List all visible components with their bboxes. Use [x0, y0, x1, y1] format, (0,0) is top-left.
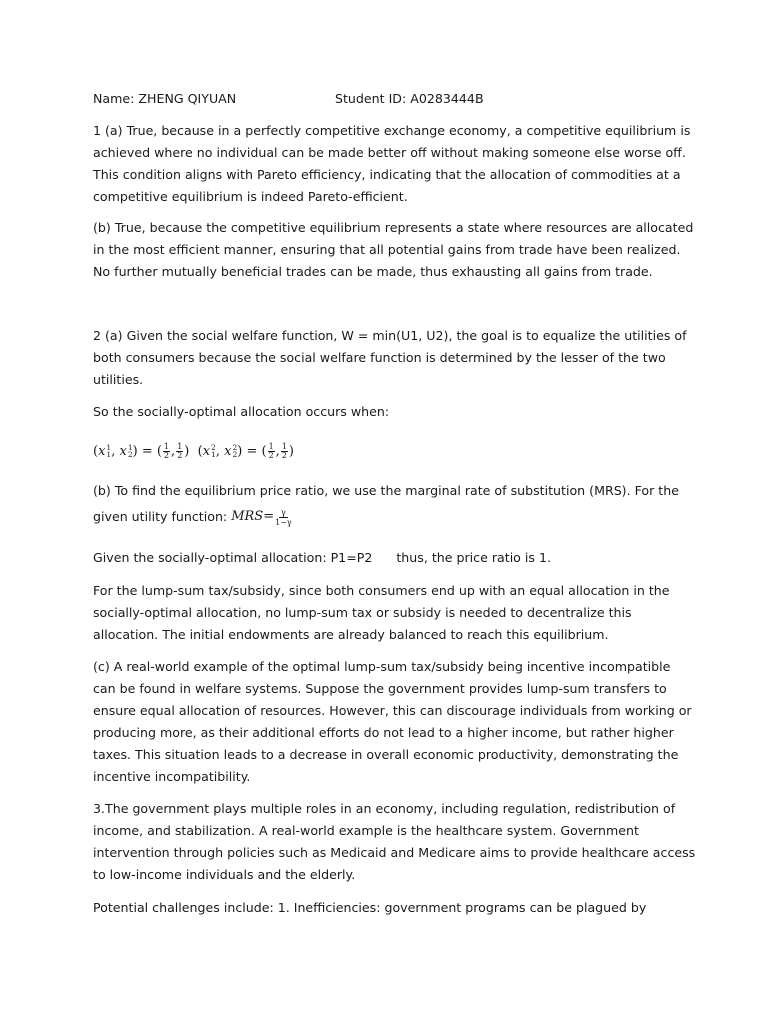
- paragraph-line: No further mutually beneficial trades can be made, thus exhausting all gains from trade.: [93, 264, 653, 279]
- answer-2a-allocation: [93, 401, 683, 423]
- paragraph-line: (b) To find the equilibrium price ratio, we use the marginal rate of substitution (MRS). For the: [93, 483, 679, 498]
- answer-2a: [93, 325, 687, 391]
- paragraph-line: 1 (a) True, because in a perfectly competitive exchange economy, a competitive equilibrium is: [93, 123, 691, 138]
- math-symbol: x: [224, 443, 232, 459]
- paragraph-line: to low-income individuals and the elderly.: [93, 867, 356, 882]
- math-fraction: $\frac{1}{2}$: [268, 441, 274, 460]
- mrs-formula-line: [93, 506, 292, 528]
- answer-2b-intro: [93, 480, 683, 502]
- answer-1b: [93, 217, 694, 283]
- paragraph-line: incentive incompatibility.: [93, 769, 251, 784]
- answer-3: [93, 798, 696, 886]
- paragraph-line: allocation. The initial endowments are already balanced to reach this equilibrium.: [93, 627, 609, 642]
- paragraph-line: producing more, as their additional efforts do not lead to a higher income, but rather higher: [93, 725, 674, 740]
- math-symbol: x: [119, 443, 127, 459]
- math-symbol: x: [98, 443, 106, 459]
- answer-2b-lump: [93, 580, 683, 646]
- paragraph-line: both consumers because the social welfare function is determined by the lesser of the two: [93, 350, 666, 365]
- paragraph-line: achieved where no individual can be made better off without making someone else worse off.: [93, 145, 686, 160]
- paragraph-line: in the most efficient manner, ensuring that all potential gains from trade have been realized.: [93, 242, 681, 257]
- math-symbol: x: [202, 443, 211, 459]
- mrs-fraction: $\frac{\gamma}{1-\gamma}$: [275, 507, 292, 527]
- answer-2c: [93, 656, 692, 788]
- paragraph-line: competitive equilibrium is indeed Pareto-efficient.: [93, 189, 408, 204]
- paragraph-line: given utility function:: [93, 509, 228, 524]
- math-script: 2 1: [211, 443, 216, 459]
- paragraph-line: income, and stabilization. A real-world example is the healthcare system. Government: [93, 823, 639, 838]
- student-id: Student ID: A0283444B: [335, 91, 484, 106]
- paragraph-line: 2 (a) Given the social welfare function, W = min(U1, U2), the goal is to equalize the utilities of: [93, 328, 687, 343]
- paragraph-line: socially-optimal allocation, no lump-sum tax or subsidy is needed to decentralize this: [93, 605, 632, 620]
- paragraph-line: This condition aligns with Pareto efficiency, indicating that the allocation of commodities at a: [93, 167, 681, 182]
- paragraph-line: Given the socially-optimal allocation: P1=P2 thus, the price ratio is 1.: [93, 550, 551, 565]
- paragraph-line: utilities.: [93, 372, 144, 387]
- answer-2b-price: [93, 547, 683, 569]
- paragraph-line: 3.The government plays multiple roles in an economy, including regulation, redistribution of: [93, 801, 676, 816]
- paragraph-line: (b) True, because the competitive equilibrium represents a state where resources are allocated: [93, 220, 694, 235]
- math-symbol: =: [263, 509, 275, 524]
- student-name: Name: ZHENG QIYUAN: [93, 91, 237, 106]
- paragraph-line: (c) A real-world example of the optimal lump-sum tax/subsidy being incentive incompatible: [93, 659, 671, 674]
- math-script: 1 1: [106, 443, 112, 459]
- allocation-equation: ( x 1 1 , x 1 2 ) = ( $\frac{1}{2}$ , $\frac{1}{2}$ ) ( x 2 1 , x 2 2 ) = ( $\frac{1}{2}$ , $\frac{1}{2}$ ): [93, 441, 294, 460]
- paragraph-line: So the socially-optimal allocation occurs when:: [93, 404, 390, 419]
- math-script: 2 2: [232, 443, 238, 459]
- math-fraction: $\frac{1}{2}$: [177, 441, 183, 460]
- math-fraction: $\frac{1}{2}$: [281, 441, 287, 460]
- mrs-label: MRS: [231, 509, 264, 524]
- answer-1a: [93, 120, 691, 208]
- paragraph-line: ensure equal allocation of resources. However, this can discourage individuals from working or: [93, 703, 692, 718]
- paragraph-line: For the lump-sum tax/subsidy, since both consumers end up with an equal allocation in the: [93, 583, 670, 598]
- paragraph-line: taxes. This situation leads to a decrease in overall economic productivity, demonstrating the: [93, 747, 679, 762]
- paragraph-line: intervention through policies such as Medicaid and Medicare aims to provide healthcare access: [93, 845, 696, 860]
- answer-3-challenges: [93, 897, 683, 919]
- paragraph-line: Potential challenges include: 1. Inefficiencies: government programs can be plagued by: [93, 900, 647, 915]
- math-script: 1 2: [127, 443, 133, 459]
- math-fraction: $\frac{1}{2}$: [163, 441, 170, 460]
- paragraph-line: can be found in welfare systems. Suppose the government provides lump-sum transfers to: [93, 681, 667, 696]
